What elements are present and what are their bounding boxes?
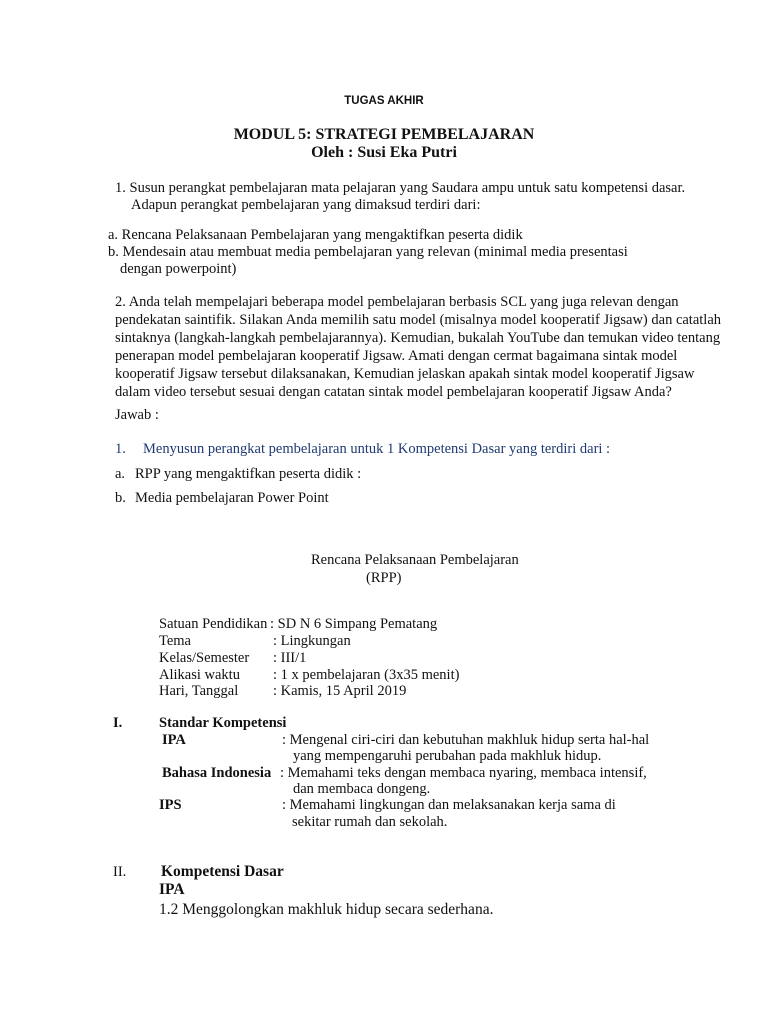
identity-value: : 1 x pembelajaran (3x35 menit) (273, 667, 460, 683)
task2-line: 2. Anda telah mempelajari beberapa model pembelajaran berbasis SCL yang juga relevan dengan (115, 294, 679, 310)
rpp-subtitle: (RPP) (366, 570, 402, 586)
identity-value: : Lingkungan (273, 633, 351, 649)
task2-line: penerapan model pembelajaran kooperatif Jigsaw. Amati dengan cermat bagaimana sintak model (115, 348, 678, 364)
doc-title: MODUL 5: STRATEGI PEMBELAJARAN (233, 126, 535, 143)
task2-line: sintaknya (langkah-langkah pembelajarannya). Kemudian, bukalah YouTube dan temukan video tentang (115, 330, 721, 346)
identity-value: : SD N 6 Simpang Pematang (270, 616, 438, 632)
task1-line: 1. Susun perangkat pembelajaran mata pelajaran yang Saudara ampu untuk satu kompetensi dasar. (115, 180, 686, 196)
task1-line: Adapun perangkat pembelajaran yang dimaksud terdiri dari: (131, 197, 481, 213)
identity-key: Tema (159, 633, 191, 649)
identity-value: : Kamis, 15 April 2019 (273, 683, 407, 699)
task2-line: pendekatan saintifik. Silakan Anda memilih satu model (misalnya model kooperatif Jigsaw) dan catatlah (115, 312, 722, 328)
subject-text: : Memahami teks dengan membaca nyaring, membaca intensif, (280, 765, 647, 781)
section-number: II. (113, 864, 127, 880)
subject-label: IPS (159, 797, 182, 813)
task1-item: b. Mendesain atau membuat media pembelajaran yang relevan (minimal media presentasi (108, 244, 628, 260)
answer-number: 1. (115, 441, 126, 457)
task1-item: dengan powerpoint) (120, 261, 237, 277)
identity-key: Satuan Pendidikan (159, 616, 268, 632)
rpp-title: Rencana Pelaksanaan Pembelajaran (311, 552, 519, 568)
answer-sub: RPP yang mengaktifkan peserta didik : (135, 466, 362, 482)
subject-label: IPA (159, 881, 185, 898)
task2-line: dalam video tersebut sesuai dengan catatan sintak model pembelajaran kooperatif Jigsaw Anda? (115, 384, 672, 400)
identity-key: Alikasi waktu (159, 667, 240, 683)
answer-label: Jawab : (115, 407, 159, 423)
subject-text: sekitar rumah dan sekolah. (292, 814, 448, 830)
section-title: Kompetensi Dasar (161, 863, 284, 880)
doc-label: TUGAS AKHIR (344, 95, 424, 107)
doc-author: Oleh : Susi Eka Putri (311, 144, 457, 161)
identity-key: Kelas/Semester (159, 650, 250, 666)
subject-label: Bahasa Indonesia (162, 765, 272, 781)
subject-text: dan membaca dongeng. (293, 781, 431, 797)
identity-key: Hari, Tanggal (159, 683, 239, 699)
identity-value: : III/1 (273, 650, 307, 666)
task1-item: a. Rencana Pelaksanaan Pembelajaran yang mengaktifkan peserta didik (108, 227, 523, 243)
section-title: Standar Kompetensi (159, 715, 287, 731)
answer-item: Menyusun perangkat pembelajaran untuk 1 Kompetensi Dasar yang terdiri dari : (143, 441, 611, 457)
subject-text: : Mengenal ciri-ciri dan kebutuhan makhluk hidup serta hal-hal (282, 732, 650, 748)
subject-label: IPA (162, 732, 186, 748)
competency-item: 1.2 Menggolongkan makhluk hidup secara sederhana. (159, 901, 494, 918)
subject-text: : Memahami lingkungan dan melaksanakan kerja sama di (282, 797, 616, 813)
section-number: I. (113, 715, 123, 731)
answer-sub-marker: b. (115, 490, 126, 506)
subject-text: yang mempengaruhi perubahan pada makhluk hidup. (293, 748, 602, 764)
answer-sub-marker: a. (115, 466, 126, 482)
task2-line: kooperatif Jigsaw tersebut dilaksanakan, Kemudian jelaskan apakah sintak model kooperatif Jigsaw (115, 366, 695, 382)
answer-sub: Media pembelajaran Power Point (135, 490, 329, 506)
